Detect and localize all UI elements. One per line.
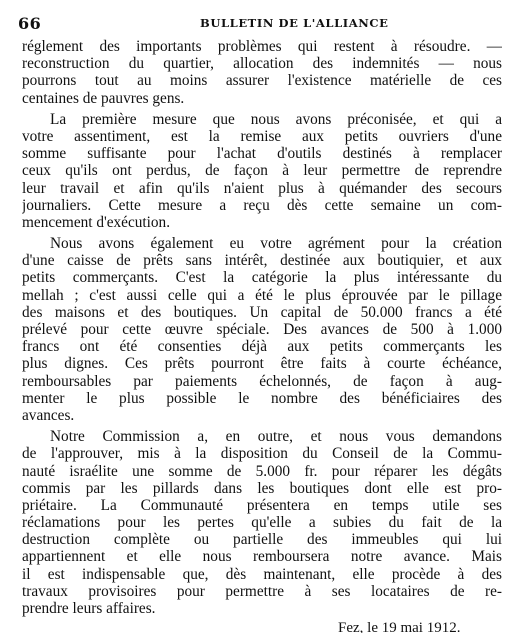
text-line: nauté israélite une somme de 5.000 fr. pour réparer les dégâts xyxy=(22,462,502,480)
text-line: La première mesure que nous avons préconisée, et qui a xyxy=(50,110,502,128)
body-text xyxy=(22,38,502,617)
text-line: d'une caisse de prêts sans intérêt, destinée aux boutiquier, et aux xyxy=(22,252,502,270)
text-line: priétaire. La Communauté présentera en temps utile ses xyxy=(22,496,502,514)
text-line: travaux provisoires pour permettre à ses locataires de re- xyxy=(22,582,502,600)
text-line: plus dignes. Ces prêts pourront être faits à courte échéance, xyxy=(22,355,502,373)
text-line: votre assentiment, est la remise aux petits ouvriers d'une xyxy=(22,127,502,145)
text-line: réclamations pour les pertes qu'elle a subies du fait de la xyxy=(22,514,502,532)
text-line: prendre leurs affaires. xyxy=(22,600,156,617)
text-line: pourrons tout au moins assurer l'existence matérielle de ces xyxy=(22,72,502,90)
page-header xyxy=(0,14,510,34)
paragraph xyxy=(22,428,502,617)
text-line: mellah ; c'est aussi celle qui a été le plus éprouvée par le pillage xyxy=(22,286,502,304)
text-line: journaliers. Cette mesure a reçu dès cette semaine un com- xyxy=(22,196,502,214)
text-line: reconstruction du quartier, allocation des indemnités — nous xyxy=(22,55,502,73)
paragraph xyxy=(22,235,502,424)
page-number: 66 xyxy=(18,14,42,33)
text-line: des maisons et des boutiques. Un capital de 50.000 francs a été xyxy=(22,303,502,321)
text-line: menter le plus possible le nombre des bénéficiaires des xyxy=(22,389,502,407)
text-line: mencement d'exécution. xyxy=(22,213,171,231)
paragraph xyxy=(22,111,502,231)
text-line: ceux qu'ils ont perdus, de façon à leur permettre de reprendre xyxy=(22,162,502,180)
text-line: centaines de pauvres gens. xyxy=(22,89,185,107)
text-line: somme suffisante pour l'achat d'outils destinés à remplacer xyxy=(22,145,502,163)
signature-dateline: Fez, le 19 mai 1912. xyxy=(338,620,461,633)
text-line: commis par les pillards dans les boutiques dont elle est pro- xyxy=(22,479,502,497)
text-line: prélevé pour cette œuvre spéciale. Des avances de 500 à 1.000 xyxy=(22,321,502,338)
text-line: appartiennent et elle nous remboursera notre avance. Mais xyxy=(22,548,502,566)
text-line: Notre Commission a, en outre, et nous vous demandons xyxy=(50,428,502,446)
text-line: de l'approuver, mis à la disposition du Conseil de la Commu- xyxy=(22,445,502,463)
text-line: petits commerçants. C'est la catégorie la plus intéressante du xyxy=(22,269,502,287)
paragraph xyxy=(22,38,502,107)
text-line: il est indispensable que, dès maintenant, elle procède à des xyxy=(22,565,502,583)
text-line: Nous avons également eu votre agrément pour la création xyxy=(50,235,502,253)
text-line: remboursables par paiements échelonnés, de façon à aug- xyxy=(22,372,502,390)
text-line: destruction complète ou partielle des immeubles qui lui xyxy=(22,531,502,549)
running-title: BULLETIN DE L'ALLIANCE xyxy=(200,16,389,30)
text-line: leur travail et afin qu'ils n'aient plus à quémander des secours xyxy=(22,179,502,197)
text-line: avances. xyxy=(22,406,75,424)
text-line: réglement des importants problèmes qui restent à résoudre. — xyxy=(22,38,502,55)
text-line: francs ont été consenties déjà aux petits commerçants les xyxy=(22,338,502,356)
